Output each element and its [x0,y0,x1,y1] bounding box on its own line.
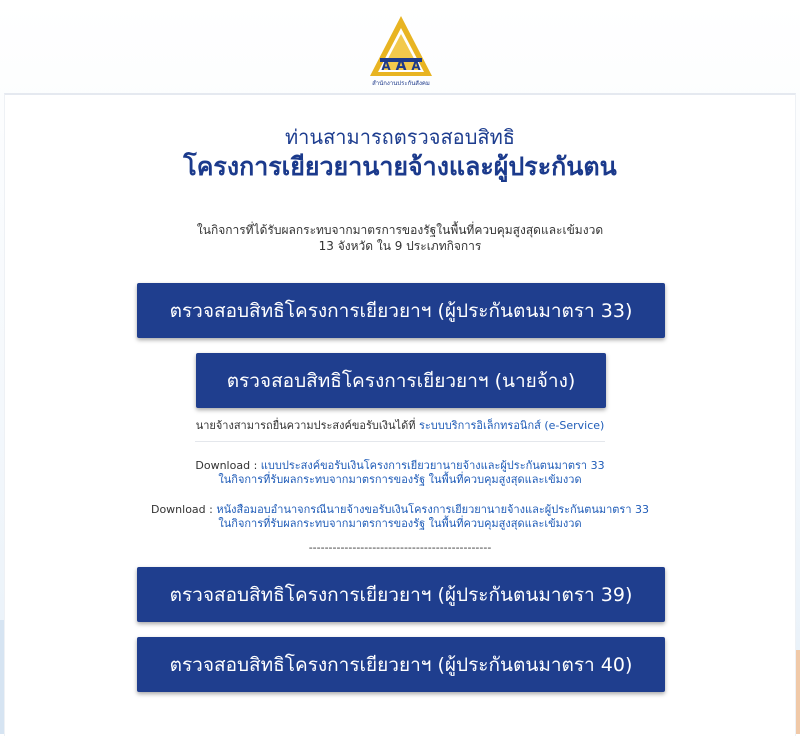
logo-emblem-icon [366,14,436,82]
check-section33-button[interactable]: ตรวจสอบสิทธิโครงการเยียวยาฯ (ผู้ประกันตนมาตรา 33) [137,283,665,338]
svg-text:A: A [381,59,391,73]
subtitle-line2: 13 จังหวัด ใน 9 ประเภทกิจการ [318,239,482,253]
check-section40-button[interactable]: ตรวจสอบสิทธิโครงการเยียวยาฯ (ผู้ประกันตนมาตรา 40) [137,637,665,692]
download-prefix: Download : [195,459,258,472]
logo-caption: สำนักงานประกันสังคม [372,80,430,87]
dashed-separator: ---------------------------------------------- [308,541,492,554]
download-link-2-line1[interactable]: หนังสือมอบอำนาจกรณีนายจ้างขอรับเงินโครงการเยียวยานายจ้างและผู้ประกันตนมาตรา 33 [216,503,650,516]
download-item-1 [0,459,800,473]
download-link-1-line1[interactable]: แบบประสงค์ขอรับเงินโครงการเยียวยานายจ้างและผู้ประกันตนมาตรา 33 [260,459,605,472]
subtitle-line1: ในกิจการที่ได้รับผลกระทบจากมาตรการของรัฐในพื้นที่ควบคุมสูงสุดและเข้มงวด [196,223,604,237]
download-item-2-line2 [0,517,800,531]
download-item-2 [0,503,800,517]
check-employer-button[interactable]: ตรวจสอบสิทธิโครงการเยียวยาฯ (นายจ้าง) [196,353,606,408]
divider [195,441,605,442]
heading-line1: ท่านสามารถตรวจสอบสิทธิ [285,125,515,149]
page-title: โครงการเยียวยานายจ้างและผู้ประกันตน [183,152,617,181]
svg-text:A: A [395,58,407,74]
employer-note [0,416,800,434]
sso-logo [363,14,439,90]
download-link-2-line2[interactable]: ในกิจการที่รับผลกระทบจากมาตรการของรัฐ ในพื้นที่ควบคุมสูงสุดและเข้มงวด [218,517,582,530]
svg-text:A: A [411,59,421,73]
employer-note-text: นายจ้างสามารถยื่นความประสงค์ขอรับเงินได้ที่ [195,419,416,432]
download-link-1-line2[interactable]: ในกิจการที่รับผลกระทบจากมาตรการของรัฐ ในพื้นที่ควบคุมสูงสุดและเข้มงวด [218,473,582,486]
download-item-1-line2 [0,473,800,487]
download-prefix: Download : [150,503,213,516]
check-section39-button[interactable]: ตรวจสอบสิทธิโครงการเยียวยาฯ (ผู้ประกันตนมาตรา 39) [137,567,665,622]
e-service-link[interactable]: ระบบบริการอิเล็กทรอนิกส์ (e-Service) [418,419,605,432]
